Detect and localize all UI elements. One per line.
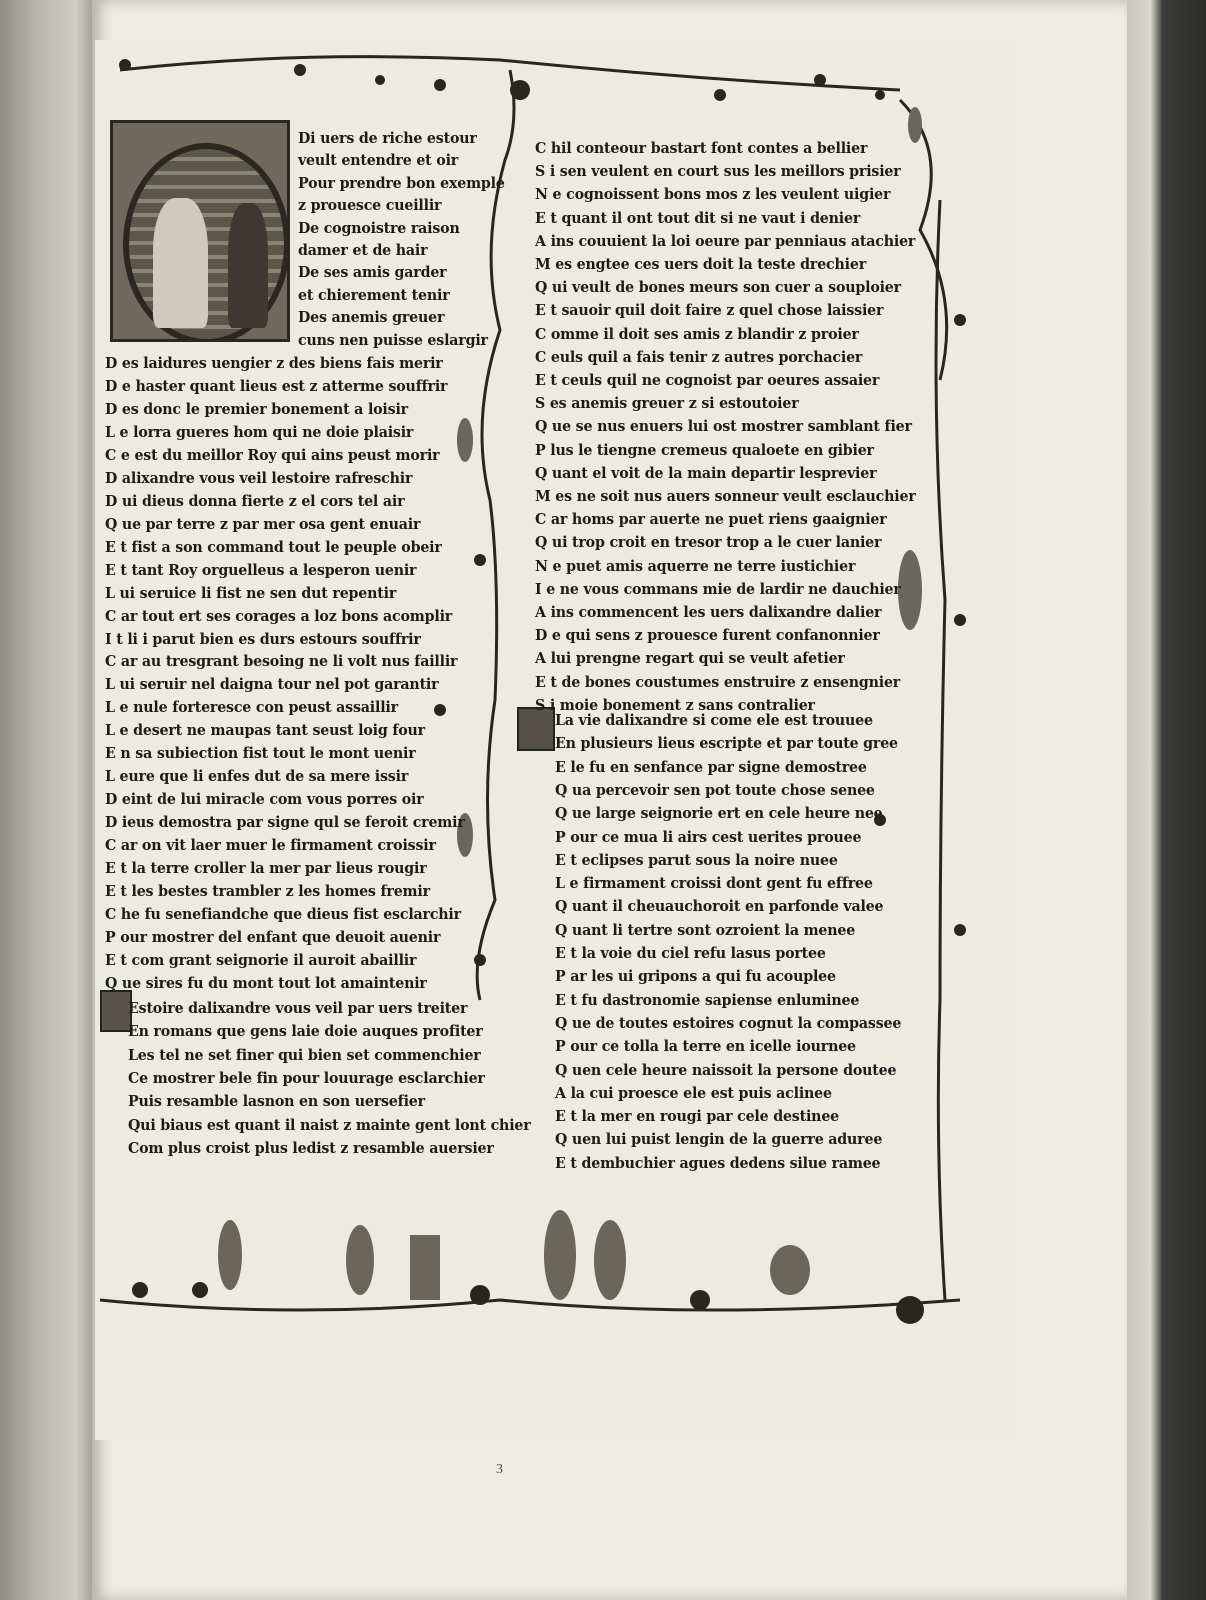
standing-figure [228, 203, 268, 328]
verse-line: En romans que gens laie doie auques profiter [128, 1023, 483, 1041]
verse-line: A ins commencent les uers dalixandre dalier [535, 604, 882, 621]
verse-line: Puis resamble lasnon en son uersefier [128, 1093, 425, 1111]
verse-line: Des anemis greuer [298, 309, 445, 327]
verse-line: Q ue par terre z par mer osa gent enuair [105, 515, 421, 533]
verse-line: P our ce tolla la terre en icelle iournee [555, 1038, 856, 1056]
verse-line: P our ce mua li airs cest uerites prouee [555, 828, 862, 846]
verse-line: C euls quil a fais tenir z autres porchacier [535, 348, 863, 366]
verse-line: D alixandre vous veil lestoire rafreschir [105, 469, 413, 487]
verse-line: C he fu senefiandche que dieus fist esclarchir [105, 906, 461, 924]
verse-line: L ui seruir nel daigna tour nel pot garantir [105, 676, 439, 694]
verse-line: E t la voie du ciel refu lasus portee [555, 945, 826, 962]
verse-line: E t dembuchier agues dedens silue ramee [555, 1154, 881, 1172]
verse-line: E t com grant seignorie il auroit abaillir [105, 951, 417, 969]
verse-line: Q uen cele heure naissoit la persone doutee [555, 1061, 897, 1079]
verse-line: Q ui trop croit en tresor trop a le cuer lanier [535, 534, 882, 552]
verse-line: D ui dieus donna fierte z el cors tel air [105, 492, 405, 510]
verse-line: Q ue large seignorie ert en cele heure nee [555, 805, 883, 823]
verse-line: P our mostrer del enfant que deuoit auenir [105, 929, 441, 946]
verse-line: Les tel ne set finer qui bien set commenchier [128, 1046, 481, 1064]
verse-line: En plusieurs lieus escripte et par toute gree [555, 735, 898, 753]
verse-line: cuns nen puisse eslargir [298, 331, 488, 349]
verse-line: D ieus demostra par signe qul se feroit cremir [105, 814, 465, 832]
verse-line: C hil conteour bastart font contes a bellier [535, 140, 868, 157]
verse-line: Q ua percevoir sen pot toute chose senee [555, 781, 875, 799]
verse-line: Ce mostrer bele fin pour louurage esclarchier [128, 1069, 485, 1087]
verse-line: L eure que li enfes dut de sa mere issir [105, 768, 409, 786]
verse-line: C ar au tresgrant besoing ne li volt nus faillir [105, 653, 458, 671]
verse-line: veult entendre et oir [298, 152, 459, 170]
verse-line: P lus le tiengne cremeus qualoete en gibier [535, 441, 874, 459]
verse-line: S i sen veulent en court sus les meillors prisier [535, 163, 901, 181]
verse-line: E le fu en senfance par signe demostree [555, 758, 867, 776]
verse-line: E t les bestes trambler z les homes fremir [105, 883, 430, 901]
verse-line: D eint de lui miracle com vous porres oir [105, 791, 424, 809]
verse-line: M es engtee ces uers doit la teste drechier [535, 256, 866, 273]
page-number: 3 [496, 1462, 503, 1477]
verse-line: L e desert ne maupas tant seust loig four [105, 722, 425, 740]
verse-line: D e qui sens z prouesce furent confanonnier [535, 627, 880, 645]
verse-line: C omme il doit ses amis z blandir z proier [535, 325, 859, 343]
verse-line: E t tant Roy orguelleus a lesperon uenir [105, 561, 417, 579]
verse-line: E t quant il ont tout dit si ne vaut i denier [535, 209, 861, 227]
verse-line: P ar les ui gripons a qui fu acouplee [555, 968, 836, 986]
verse-line: L e firmament croissi dont gent fu effree [555, 875, 873, 893]
verse-line: Estoire dalixandre vous veil par uers treiter [128, 1000, 468, 1017]
verse-line: et chierement tenir [298, 286, 450, 304]
verse-line: Q uant il cheuauchoroit en parfonde valee [555, 898, 884, 916]
verse-line: De cognoistre raison [298, 219, 460, 237]
verse-line: N e cognoissent bons mos z les veulent uigier [535, 186, 891, 204]
verse-line: D es donc le premier bonement a loisir [105, 400, 408, 418]
verse-line: Q ue sires fu du mont tout lot amaintenir [105, 974, 427, 992]
verse-line: Q ui veult de bones meurs son cuer a souploier [535, 279, 901, 297]
verse-line: E t eclipses parut sous la noire nuee [555, 851, 838, 869]
seated-figure [153, 198, 208, 328]
verse-line: S es anemis greuer z si estoutoier [535, 395, 799, 413]
verse-line: N e puet amis aquerre ne terre iustichier [535, 557, 856, 575]
verse-line: Q ue de toutes estoires cognut la compassee [555, 1014, 902, 1032]
verse-line: L e lorra gueres hom qui ne doie plaisir [105, 423, 414, 441]
verse-line: Q uen lui puist lengin de la guerre aduree [555, 1131, 883, 1149]
verse-line: D e haster quant lieus est z atterme souffrir [105, 377, 448, 395]
verse-line: C ar tout ert ses corages a loz bons acomplir [105, 607, 453, 625]
verse-line: L e nule forteresce con peust assaillir [105, 699, 398, 717]
verse-line: M es ne soit nus auers sonneur veult esclauchier [535, 488, 916, 505]
verse-line: Q ue se nus enuers lui ost mostrer samblant fier [535, 418, 912, 436]
verse-line: damer et de hair [298, 242, 428, 259]
verse-line: A lui prengne regart qui se veult afetier [535, 650, 845, 668]
verse-line: La vie dalixandre si come ele est trouuee [555, 712, 873, 729]
verse-line: Q uant li tertre sont ozroient la menee [555, 921, 856, 939]
verse-line: E t fist a son command tout le peuple obeir [105, 538, 442, 556]
verse-line: I t li i parut bien es durs estours souffrir [105, 630, 421, 648]
verse-line: E t la mer en rougi par cele destinee [555, 1108, 840, 1126]
verse-line: E t ceuls quil ne cognoist par oeures assaier [535, 372, 880, 389]
verse-line: C e est du meillor Roy qui ains peust morir [105, 446, 440, 464]
verse-line: C ar on vit laer muer le firmament croissir [105, 837, 436, 855]
verse-line: Q uant el voit de la main departir lesprevier [535, 464, 877, 482]
verse-line: I e ne vous commans mie de lardir ne dauchier [535, 580, 901, 598]
verse-line: Pour prendre bon exemple [298, 174, 505, 192]
verse-line: Qui biaus est quant il naist z mainte gent lont chier [128, 1116, 531, 1134]
historiated-initial-miniature [110, 120, 290, 342]
verse-line: E t sauoir quil doit faire z quel chose laissier [535, 302, 884, 320]
verse-line: L ui seruice li fist ne sen dut repentir [105, 584, 397, 602]
verse-line: z prouesce cueillir [298, 197, 442, 215]
verse-line: D es laidures uengier z des biens fais merir [105, 355, 443, 372]
verse-line: E t fu dastronomie sapiense enluminee [555, 991, 860, 1009]
verse-line: E t la terre croller la mer par lieus rougir [105, 860, 427, 878]
verse-line: E n sa subiection fist tout le mont uenir [105, 745, 416, 763]
verse-line: Com plus croist plus ledist z resamble auersier [128, 1139, 494, 1157]
verse-line: De ses amis garder [298, 264, 447, 282]
verse-line: E t de bones coustumes enstruire z ensengnier [535, 673, 901, 691]
verse-line: Di uers de riche estour [298, 130, 477, 147]
verse-line: S i moie bonement z sans contralier [535, 696, 815, 714]
verse-line: A la cui proesce ele est puis aclinee [555, 1084, 832, 1102]
verse-line: A ins couuient la loi oeure par penniaus atachier [535, 232, 916, 250]
verse-line: C ar homs par auerte ne puet riens gaaignier [535, 511, 887, 529]
